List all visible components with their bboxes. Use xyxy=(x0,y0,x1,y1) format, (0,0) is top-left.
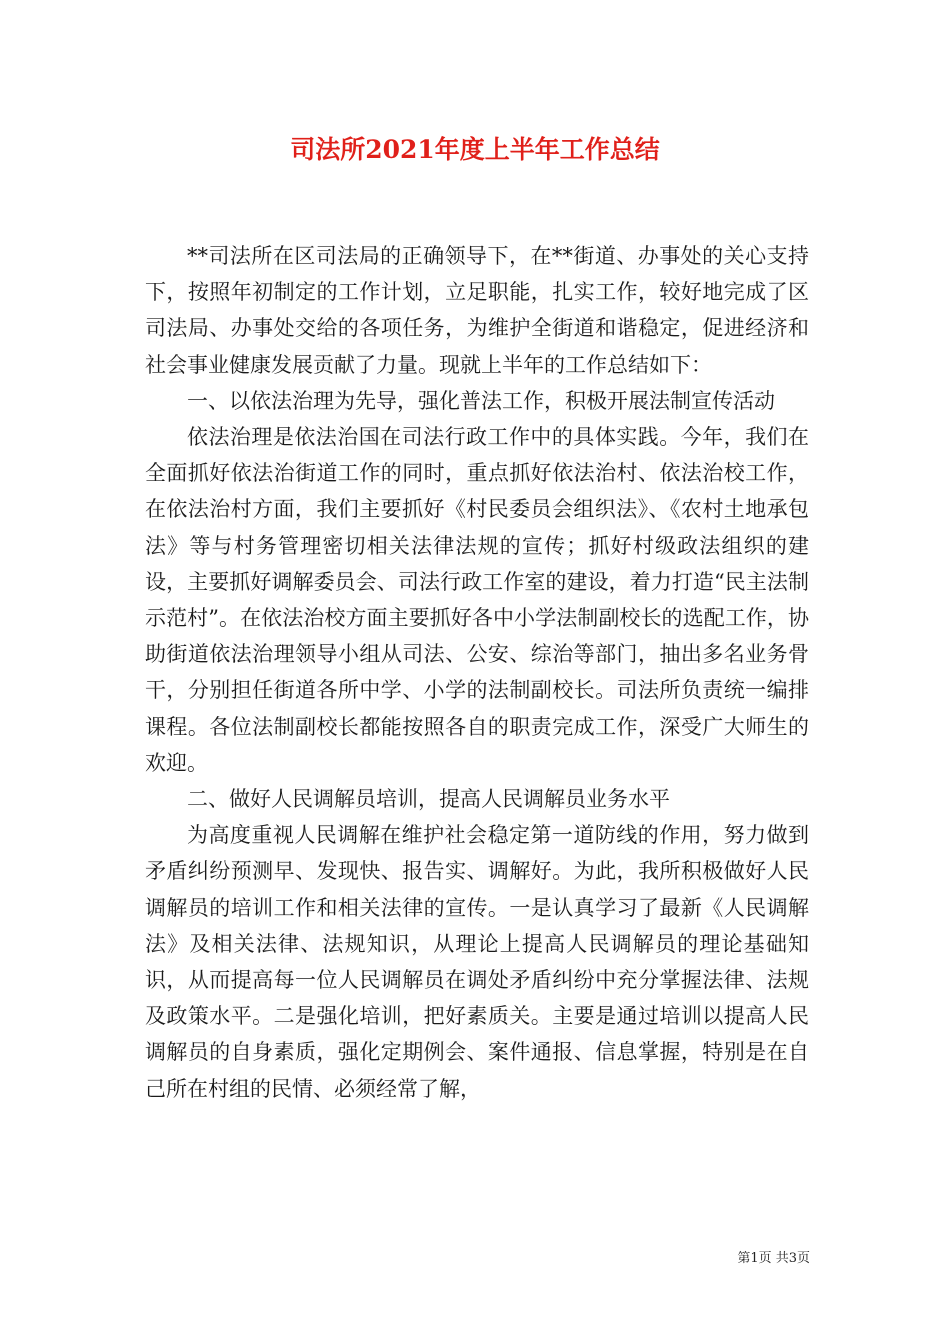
paragraph-intro: **司法所在区司法局的正确领导下，在**街道、办事处的关心支持下，按照年初制定的工作计划，立足职能，扎实工作，较好地完成了区司法局、办事处交给的各项任务，为维护全街道和谐稳定，促进经济和社会事业健康发展贡献了力量。现就上半年的工作总结如下： xyxy=(145,244,809,377)
document-title: 司法所2021年度上半年工作总结 xyxy=(290,135,660,164)
document-body xyxy=(145,238,809,1107)
section-heading-1: 一、以依法治理为先导，强化普法工作，积极开展法制宣传活动 xyxy=(187,388,775,413)
paragraph-section-2: 为高度重视人民调解在维护社会稳定第一道防线的作用，努力做到矛盾纠纷预测早、发现快、报告实、调解好。为此，我所积极做好人民调解员的培训工作和相关法律的宣传。一是认真学习了最新《人民调解法》及相关法律、法规知识，从理论上提高人民调解员的理论基础知识，从而提高每一位人民调解员在调处矛盾纠纷中充分掌握法律、法规及政策水平。二是强化培训，把好素质关。主要是通过培训以提高人民调解员的自身素质，强化定期例会、案件通报、信息掌握，特别是在自己所在村组的民情、必须经常了解， xyxy=(145,823,809,1101)
section-heading-2: 二、做好人民调解员培训，提高人民调解员业务水平 xyxy=(187,787,670,812)
paragraph-section-1: 依法治理是依法治国在司法行政工作中的具体实践。今年，我们在全面抓好依法治街道工作的同时，重点抓好依法治村、依法治校工作，在依法治村方面，我们主要抓好《村民委员会组织法》、《农村土地承包法》等与村务管理密切相关法律法规的宣传；抓好村级政法组织的建设，主要抓好调解委员会、司法行政工作室的建设，着力打造“民主法制示范村”。在依法治校方面主要抓好各中小学法制副校长的选配工作，协助街道依法治理领导小组从司法、公安、综治等部门，抽出多名业务骨干，分别担任街道各所中学、小学的法制副校长。司法所负责统一编排课程。各位法制副校长都能按照各自的职责完成工作，深受广大师生的欢迎。 xyxy=(145,425,809,775)
page-indicator: 第1页 共3页 xyxy=(737,1251,810,1266)
